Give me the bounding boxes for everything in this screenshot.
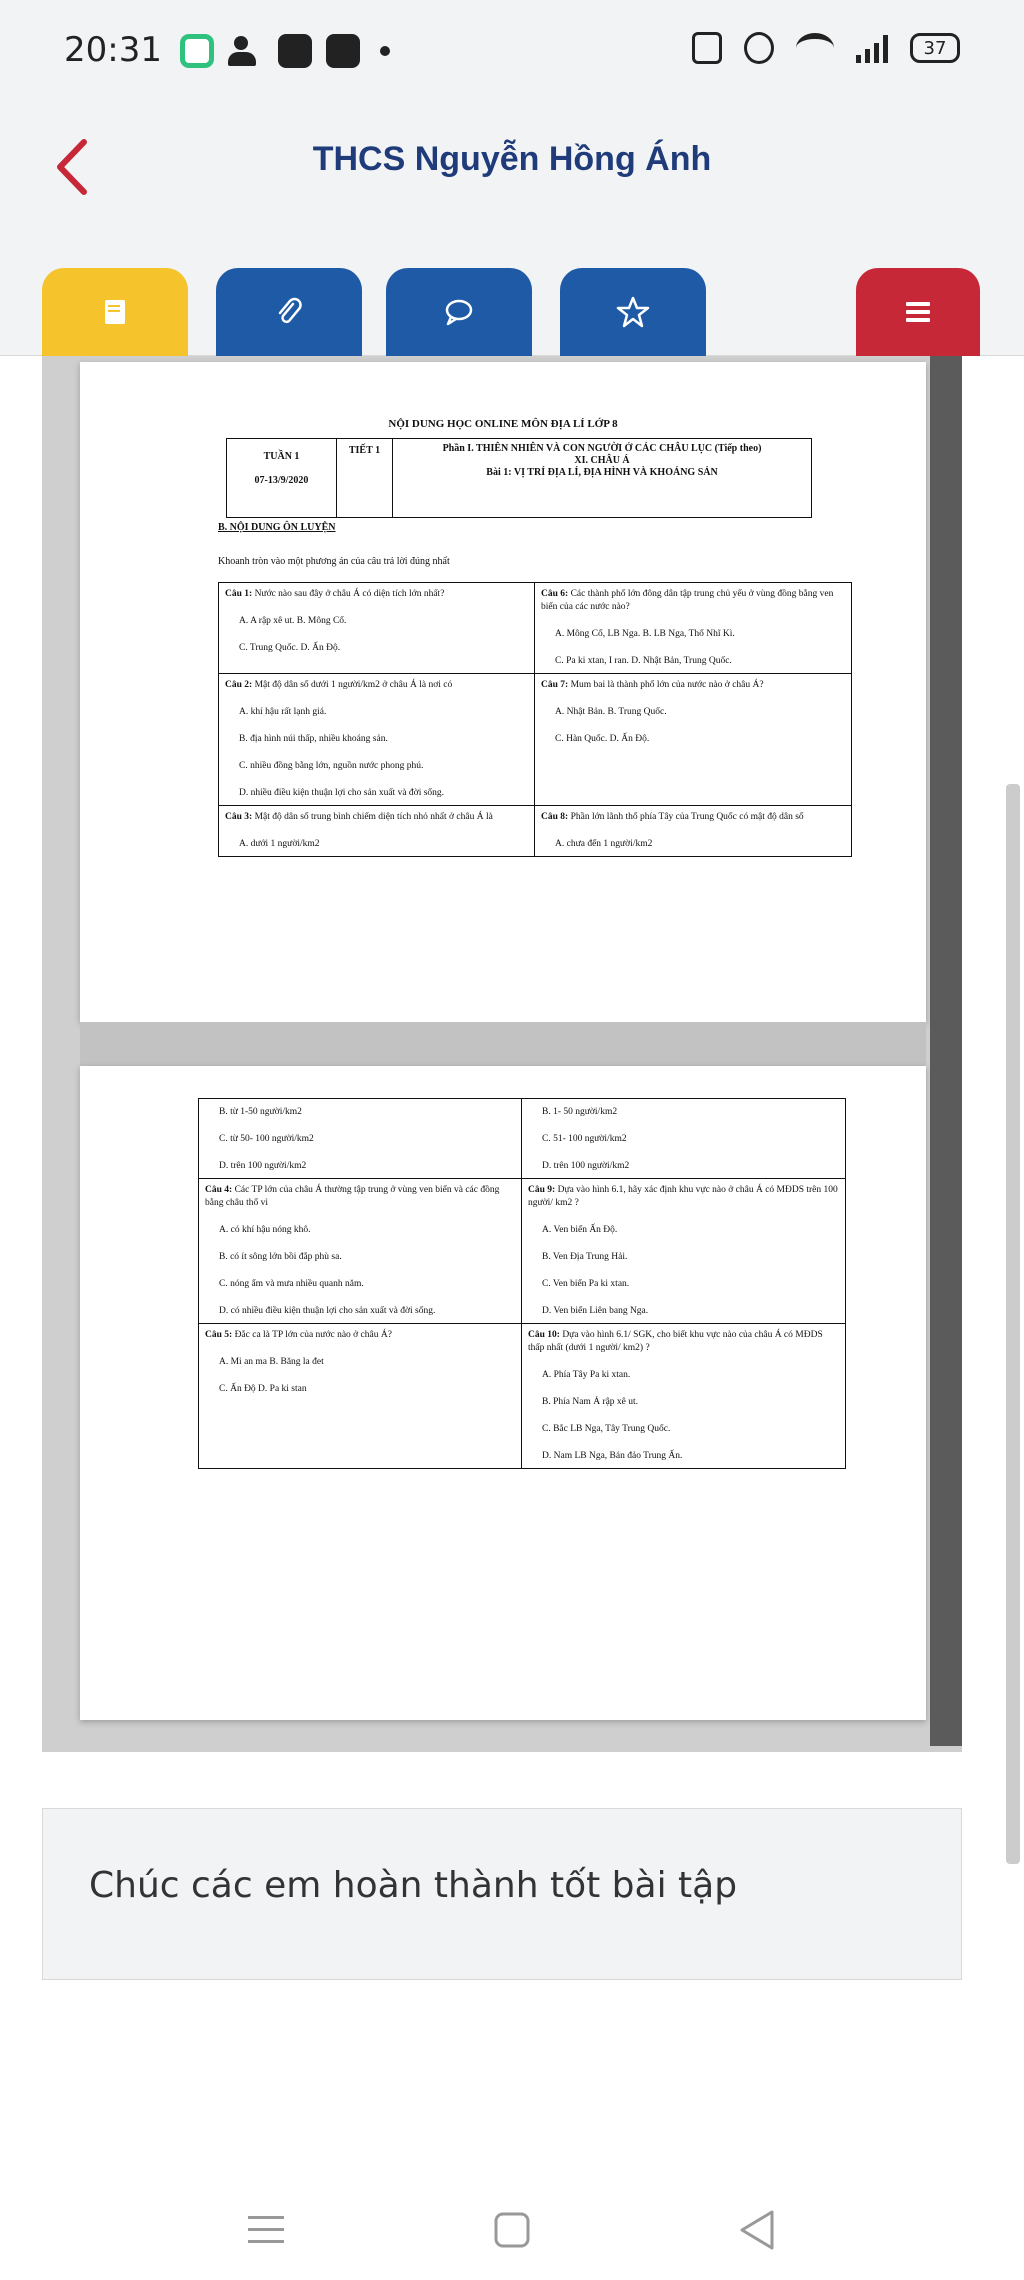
page-gap — [80, 1022, 926, 1066]
answer-option: D. trên 100 người/km2 — [219, 1161, 307, 1171]
question-text: Mum bai là thành phố lớn của nước nào ở châu Á? — [570, 680, 764, 690]
question-cell — [219, 583, 535, 673]
table-row — [199, 1179, 845, 1324]
question-label: Câu 8: — [541, 812, 571, 822]
app-notification-icon — [180, 34, 214, 68]
answer-option: C. Pa ki xtan, I ran. D. Nhật Bản, Trung Quốc. — [555, 656, 732, 666]
more-notifications-dot-icon — [380, 46, 390, 56]
question-cell — [199, 1099, 522, 1178]
lesson-number-cell: TIẾT 1 — [337, 439, 393, 517]
document-scrollbar[interactable] — [930, 356, 962, 1746]
page-title: THCS Nguyễn Hồng Ánh — [312, 140, 712, 178]
question-text: Các TP lớn của châu Á thường tập trung ở vùng ven biển và các đồng bằng châu thổ vì — [205, 1185, 500, 1208]
notebook-icon — [97, 294, 133, 330]
question-label: Câu 10: — [528, 1330, 563, 1340]
table-row — [219, 674, 851, 806]
question-label: Câu 6: — [541, 589, 571, 599]
app-bar — [0, 100, 1024, 240]
instruction-text: Khoanh tròn vào một phương án của câu trả lời đúng nhất — [218, 556, 450, 567]
question-text: Dựa vào hình 6.1/ SGK, cho biết khu vực nào của châu Á có MĐDS thấp nhất (dưới 1 người/ km2) ? — [528, 1330, 823, 1353]
question-text: Các thành phố lớn đông dân tập trung chủ yếu ở vùng đồng bằng ven biển của các nước nào? — [541, 589, 834, 612]
signal-icon — [856, 33, 888, 63]
table-row — [219, 583, 851, 674]
question-cell — [199, 1179, 522, 1323]
week-label: TUẦN 1 — [263, 451, 300, 462]
table-row — [199, 1324, 845, 1468]
answer-option: A. A rập xê ut. B. Mông Cổ. — [239, 616, 347, 626]
question-cell — [219, 806, 535, 856]
tab-notebook[interactable] — [42, 268, 188, 356]
question-cell — [219, 674, 535, 805]
lesson-header-table — [226, 438, 812, 518]
triangle-back-icon — [728, 2200, 788, 2260]
answer-option: C. Ấn Độ D. Pa ki stan — [219, 1384, 307, 1394]
question-text: Mật độ dân số dưới 1 người/km2 ở châu Á là nơi có — [254, 680, 453, 690]
app-badge-icon — [326, 34, 360, 68]
star-icon — [615, 294, 651, 330]
answer-option: C. Hàn Quốc. D. Ấn Độ. — [555, 734, 650, 744]
answer-option: B. địa hình núi thấp, nhiều khoáng sản. — [239, 734, 388, 744]
part-title: Phần I. THIÊN NHIÊN VÀ CON NGƯỜI Ở CÁC CHÂU LỤC (Tiếp theo) — [442, 443, 762, 454]
answer-option: B. 1- 50 người/km2 — [542, 1107, 618, 1117]
answer-option: B. có ít sông lớn bồi đắp phù sa. — [219, 1252, 342, 1262]
question-table-page-1 — [218, 582, 852, 857]
toolbar — [0, 240, 1024, 356]
home-icon — [482, 2200, 542, 2260]
alarm-icon — [744, 32, 774, 64]
tab-attachments[interactable] — [216, 268, 362, 356]
question-label: Câu 3: — [225, 812, 255, 822]
question-label: Câu 4: — [205, 1185, 235, 1195]
answer-option: B. Ven Địa Trung Hải. — [542, 1252, 628, 1262]
answer-option: B. Phía Nam Ả rập xê ut. — [542, 1397, 639, 1407]
answer-option: D. nhiều điều kiện thuận lợi cho sản xuất và đời sống. — [239, 788, 445, 798]
menu-icon — [900, 294, 936, 330]
recent-apps-button[interactable] — [236, 2200, 296, 2260]
answer-option: A. có khí hậu nóng khô. — [219, 1225, 311, 1235]
question-text: Đắc ca là TP lớn của nước nào ở châu Á? — [234, 1330, 392, 1340]
answer-option: B. từ 1-50 người/km2 — [219, 1107, 302, 1117]
question-label: Câu 9: — [528, 1185, 558, 1195]
tab-favorites[interactable] — [560, 268, 706, 356]
question-text: Phần lớn lãnh thổ phía Tây của Trung Quốc có mật độ dân số — [570, 812, 804, 822]
answer-option: D. Nam LB Nga, Bán đảo Trung Ấn. — [542, 1451, 683, 1461]
notification-icons — [180, 34, 390, 68]
status-bar — [0, 0, 1024, 100]
answer-option: C. nóng ẩm và mưa nhiều quanh năm. — [219, 1279, 364, 1289]
document-viewer[interactable] — [42, 356, 962, 1752]
calendar-icon — [278, 34, 312, 68]
battery-icon: 37 — [910, 33, 960, 63]
answer-option: D. Ven biển Liên bang Nga. — [542, 1306, 649, 1316]
answer-option: A. chưa đến 1 người/km2 — [555, 839, 653, 849]
week-dates: 07-13/9/2020 — [254, 475, 309, 486]
answer-option: A. dưới 1 người/km2 — [239, 839, 320, 849]
lesson-info-cell — [393, 439, 811, 517]
answer-option: C. 51- 100 người/km2 — [542, 1134, 627, 1144]
question-cell — [535, 583, 851, 673]
vibrate-icon — [692, 32, 722, 64]
answer-option: C. từ 50- 100 người/km2 — [219, 1134, 314, 1144]
answer-option: C. Bắc LB Nga, Tây Trung Quốc. — [542, 1424, 671, 1434]
answer-option: A. Mi an ma B. Băng la đet — [219, 1357, 324, 1367]
answer-option: A. Nhật Bản. B. Trung Quốc. — [555, 707, 667, 717]
page-scrollbar[interactable] — [1006, 784, 1020, 1864]
document-page-2 — [80, 1066, 926, 1720]
answer-option: A. Mông Cổ, LB Nga. B. LB Nga, Thổ Nhĩ Kì. — [555, 629, 735, 639]
recent-apps-icon — [236, 2200, 296, 2260]
answer-option: A. Phía Tây Pa ki xtan. — [542, 1370, 631, 1380]
lesson-title: Bài 1: VỊ TRÍ ĐỊA LÍ, ĐỊA HÌNH VÀ KHOÁNG SẢN — [486, 467, 718, 478]
question-cell — [535, 674, 851, 805]
navigation-bar — [0, 2160, 1024, 2280]
comment-icon — [441, 294, 477, 330]
home-button[interactable] — [482, 2200, 542, 2260]
chapter-title: XI. CHÂU Á — [574, 455, 630, 466]
answer-option: C. Ven biển Pa ki xtan. — [542, 1279, 630, 1289]
tab-menu[interactable] — [856, 268, 980, 356]
wifi-icon — [796, 33, 834, 63]
question-text: Nước nào sau đây ở châu Á có diện tích lớn nhất? — [254, 589, 445, 599]
question-text: Mật độ dân số trung bình chiếm diện tích nhỏ nhất ở châu Á là — [254, 812, 493, 822]
answer-option: A. Ven biển Ấn Độ. — [542, 1225, 618, 1235]
question-label: Câu 5: — [205, 1330, 235, 1340]
question-cell — [535, 806, 851, 856]
paperclip-icon — [271, 294, 307, 330]
system-back-button[interactable] — [728, 2200, 788, 2260]
answer-option: C. Trung Quốc. D. Ấn Độ. — [239, 643, 341, 653]
question-table-page-2 — [198, 1098, 846, 1469]
answer-option: C. nhiều đồng bằng lớn, nguồn nước phong phú. — [239, 761, 424, 771]
week-cell — [227, 439, 337, 517]
document-title: NỘI DUNG HỌC ONLINE MÔN ĐỊA LÍ LỚP 8 — [388, 418, 618, 430]
message-box — [42, 1808, 962, 1980]
document-page-1 — [80, 362, 926, 1022]
question-label: Câu 2: — [225, 680, 255, 690]
answer-option: D. có nhiều điều kiện thuận lợi cho sản xuất và đời sống. — [219, 1306, 436, 1316]
question-cell — [522, 1324, 845, 1468]
question-text: Dựa vào hình 6.1, hãy xác định khu vực nào ở châu Á có MĐDS trên 100 người/ km2 ? — [528, 1185, 838, 1208]
status-time: 20:31 — [64, 30, 162, 70]
tab-comments[interactable] — [386, 268, 532, 356]
question-label: Câu 7: — [541, 680, 571, 690]
question-cell — [199, 1324, 522, 1468]
message-text: Chúc các em hoàn thành tốt bài tập — [89, 1865, 738, 1906]
table-row — [219, 806, 851, 856]
question-label: Câu 1: — [225, 589, 255, 599]
question-cell — [522, 1099, 845, 1178]
section-title: B. NỘI DUNG ÔN LUYỆN — [218, 522, 336, 533]
table-row — [199, 1099, 845, 1179]
answer-option: D. trên 100 người/km2 — [542, 1161, 630, 1171]
answer-option: A. khí hậu rất lạnh giá. — [239, 707, 327, 717]
question-cell — [522, 1179, 845, 1323]
system-icons — [692, 32, 960, 64]
user-add-icon — [228, 34, 264, 68]
